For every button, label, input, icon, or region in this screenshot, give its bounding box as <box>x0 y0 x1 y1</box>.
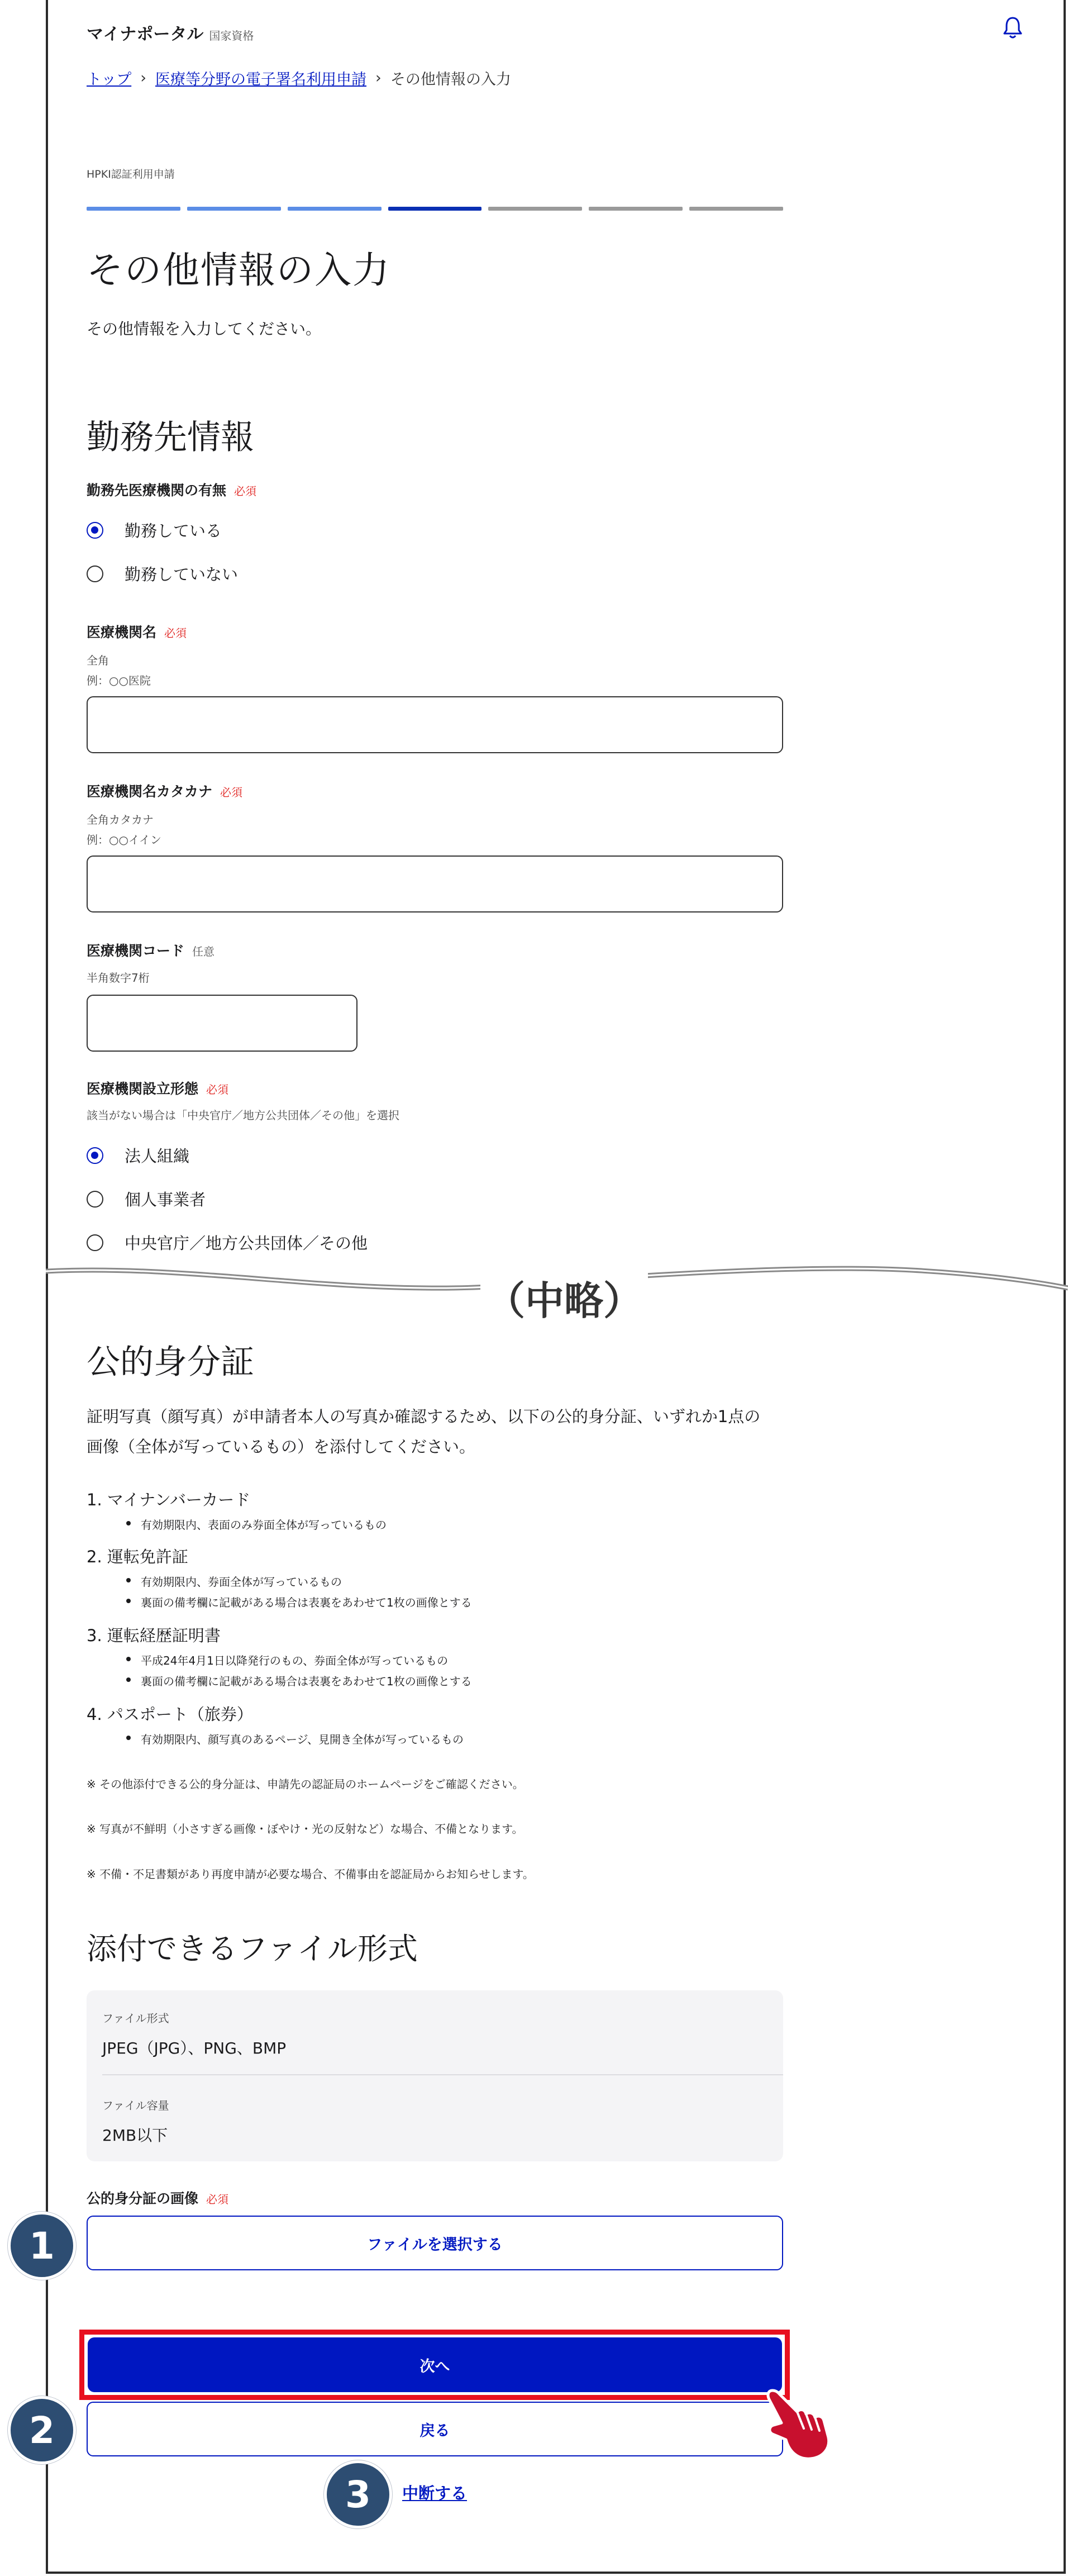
field-hint-institution-kana <box>87 810 161 850</box>
page-title: その他情報の入力 <box>87 249 390 292</box>
note: ※ その他添付できる公的身分証は、申請先の認証局のホームページをご確認ください。 <box>87 1777 524 1791</box>
radio-label: 勤務している <box>125 521 222 540</box>
description-line: 証明写真（顔写真）が申請者本人の写真か確認するため、以下の公的身分証、いずれか1点の <box>87 1407 761 1426</box>
institution-code-input[interactable] <box>87 995 357 1052</box>
annotation-badge-1: 1 <box>8 2212 76 2280</box>
institution-kana-input[interactable] <box>87 856 783 912</box>
label-text: 医療機関名カタカナ <box>87 783 213 800</box>
radio-label: 法人組織 <box>125 1147 190 1166</box>
field-label-institution-kana <box>87 781 242 801</box>
progress-step-1 <box>87 207 180 211</box>
field-label-institution-code <box>87 940 214 960</box>
hint-line: 全角 <box>87 654 109 667</box>
doc-bullet: 有効期限内、券面全体が写っているもの <box>141 1573 342 1589</box>
radio-checked-icon <box>87 1147 103 1164</box>
note: ※ 不備・不足書類があり再度申請が必要な場合、不備事由を認証局からお知らせします。 <box>87 1867 534 1881</box>
site-brand[interactable] <box>87 20 254 45</box>
radio-unchecked-icon <box>87 1234 103 1251</box>
radio-label: 勤務していない <box>125 565 239 584</box>
description-line: 画像（全体が写っているもの）を添付してください。 <box>87 1437 476 1456</box>
radio-government-other[interactable] <box>87 1231 368 1254</box>
note: ※ 写真が不鮮明（小さすぎる画像・ぼやけ・光の反射など）な場合、不備となります。 <box>87 1822 523 1836</box>
progress-step-7 <box>689 207 783 211</box>
hint-example: 例：○○イイン <box>87 833 161 847</box>
page-lead: その他情報を入力してください。 <box>87 320 322 338</box>
doc-bullet: 裏面の備考欄に記載がある場合は表裏をあわせて1枚の画像とする <box>141 1594 472 1610</box>
doc-bullet: 平成24年4月1日以降発行のもの、券面全体が写っているもの <box>141 1652 448 1668</box>
doc-title: 3. 運転経歴証明書 <box>87 1626 221 1645</box>
file-format-info-box <box>87 1990 783 2161</box>
bell-icon[interactable] <box>1002 16 1024 40</box>
next-button[interactable]: 次へ <box>88 2337 782 2392</box>
brand-subtitle: 国家資格 <box>209 29 254 42</box>
breadcrumb-current: その他情報の入力 <box>390 71 511 88</box>
progress-step-6 <box>589 207 683 211</box>
brand-name: マイナポータル <box>87 25 204 44</box>
file-format-value: JPEG（JPG）、PNG、BMP <box>102 2039 287 2057</box>
label-text: 医療機関コード <box>87 943 185 959</box>
hint-line: 全角カタカナ <box>87 813 154 826</box>
radio-unchecked-icon <box>87 565 103 582</box>
doc-title: 1. マイナンバーカード <box>87 1490 251 1509</box>
radio-checked-icon <box>87 522 103 539</box>
file-format-label: ファイル形式 <box>102 2012 169 2025</box>
required-badge: 必須 <box>164 626 187 640</box>
doc-bullet: 裏面の備考欄に記載がある場合は表裏をあわせて1枚の画像とする <box>141 1672 472 1689</box>
field-label-institution-name <box>87 621 187 641</box>
radio-unchecked-icon <box>87 1191 103 1208</box>
id-description <box>87 1401 790 1462</box>
radio-corporation[interactable] <box>87 1144 189 1167</box>
highlight-frame <box>79 2330 790 2400</box>
breadcrumb <box>87 67 511 89</box>
omission-label: （中略） <box>480 1270 648 1326</box>
field-hint-institution-code: 半角数字7桁 <box>87 971 150 985</box>
file-size-value: 2MB以下 <box>102 2126 168 2145</box>
progress-label: HPKI認証利用申請 <box>87 168 175 180</box>
info-divider <box>102 2074 783 2075</box>
section-heading-workplace: 勤務先情報 <box>87 418 254 457</box>
pause-link[interactable]: 中断する <box>402 2484 468 2503</box>
section-heading-id: 公的身分証 <box>87 1343 254 1382</box>
annotation-badge-3: 3 <box>324 2460 392 2529</box>
radio-individual[interactable] <box>87 1187 206 1210</box>
radio-label: 中央官庁／地方公共団体／その他 <box>125 1234 368 1253</box>
breadcrumb-separator: › <box>375 69 382 87</box>
progress-steps <box>87 207 783 211</box>
field-label-id-image <box>87 2188 228 2208</box>
doc-bullet: 有効期限内、顔写真のあるページ、見開き全体が写っているもの <box>141 1731 464 1747</box>
required-badge: 必須 <box>206 1083 229 1096</box>
progress-step-2 <box>187 207 281 211</box>
back-button[interactable]: 戻る <box>87 2402 783 2456</box>
select-file-button[interactable]: ファイルを選択する <box>87 2216 783 2270</box>
progress-step-3 <box>288 207 382 211</box>
field-hint-establishment-type: 該当がない場合は「中央官庁／地方公共団体／その他」を選択 <box>87 1109 399 1122</box>
radio-not-working[interactable] <box>87 562 238 585</box>
label-text: 医療機関名 <box>87 624 157 640</box>
file-size-label: ファイル容量 <box>102 2099 169 2112</box>
progress-step-5 <box>488 207 582 211</box>
label-text: 医療機関設立形態 <box>87 1081 199 1097</box>
doc-bullet: 有効期限内、表面のみ券面全体が写っているもの <box>141 1516 387 1532</box>
label-text: 勤務先医療機関の有無 <box>87 482 227 498</box>
progress-step-4 <box>388 207 482 211</box>
optional-badge: 任意 <box>192 945 215 958</box>
hint-example: 例：○○医院 <box>87 674 151 687</box>
institution-name-input[interactable] <box>87 696 783 753</box>
breadcrumb-link-application[interactable]: 医療等分野の電子署名利用申請 <box>155 71 367 88</box>
field-label-establishment-type <box>87 1078 228 1098</box>
label-text: 公的身分証の画像 <box>87 2190 199 2207</box>
required-badge: 必須 <box>234 484 257 498</box>
required-badge: 必須 <box>220 786 243 799</box>
doc-title: 4. パスポート（旅券） <box>87 1705 253 1724</box>
doc-title: 2. 運転免許証 <box>87 1547 188 1566</box>
field-hint-institution-name <box>87 650 151 691</box>
pointing-hand-icon <box>757 2386 835 2464</box>
breadcrumb-link-top[interactable]: トップ <box>87 71 132 88</box>
field-label-has-workplace <box>87 479 256 500</box>
radio-label: 個人事業者 <box>125 1190 206 1209</box>
annotation-badge-2: 2 <box>8 2396 76 2464</box>
required-badge: 必須 <box>206 2193 229 2206</box>
breadcrumb-separator: › <box>140 69 147 87</box>
radio-working[interactable] <box>87 519 222 541</box>
section-heading-file-format: 添付できるファイル形式 <box>87 1931 418 1966</box>
